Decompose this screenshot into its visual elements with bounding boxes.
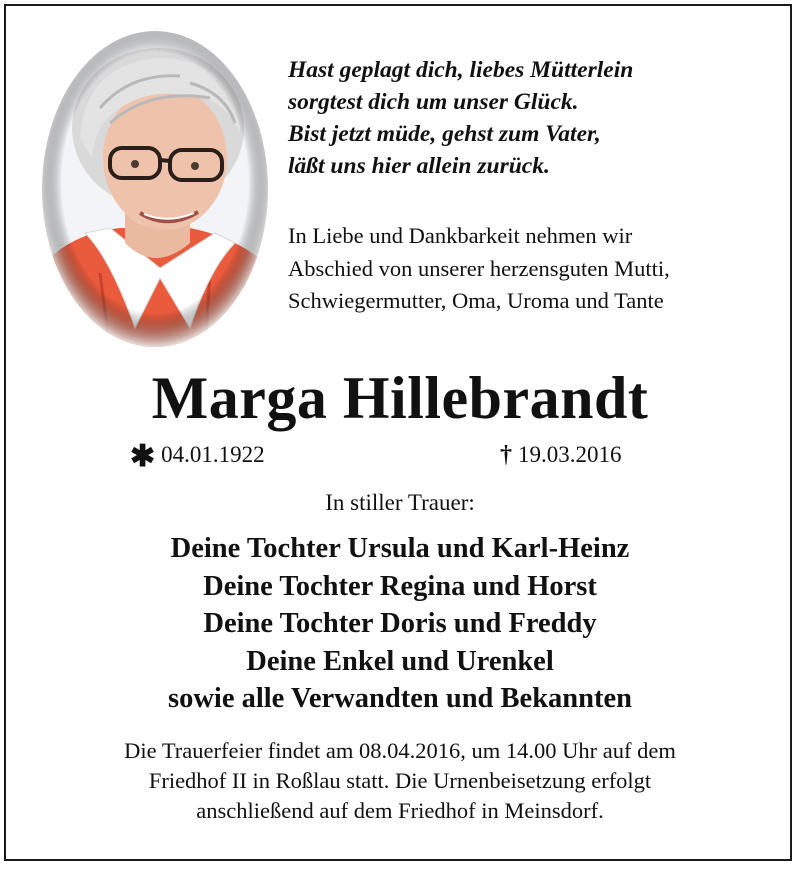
- memorial-poem: [288, 54, 778, 182]
- mourner-line: Deine Tochter Ursula und Karl-Heinz: [170, 533, 630, 564]
- notice-line: anschließend auf dem Friedhof in Meinsdorf.: [196, 798, 604, 823]
- death-cross-icon: †: [500, 442, 512, 468]
- portrait-photo: [40, 28, 270, 350]
- death-date-row: [500, 440, 622, 470]
- mourner-line: Deine Tochter Doris und Freddy: [203, 608, 597, 639]
- deceased-name: Marga Hillebrandt: [151, 365, 649, 431]
- poem-line: läßt uns hier allein zurück.: [288, 153, 550, 179]
- birth-date-row: [130, 440, 265, 472]
- farewell-intro: [288, 220, 788, 318]
- mourner-line: Deine Tochter Regina und Horst: [203, 570, 597, 602]
- funeral-notice: [0, 736, 800, 826]
- mourning-heading: In stiller Trauer:: [325, 490, 475, 515]
- birth-date: 04.01.1922: [161, 442, 265, 467]
- notice-line: Friedhof II in Roßlau statt. Die Urnenbeisetzung erfolgt: [148, 768, 652, 793]
- poem-line: Hast geplagt dich, liebes Mütterlein: [288, 57, 634, 83]
- intro-line: Abschied von unserer herzensguten Mutti,: [288, 255, 670, 281]
- birth-star-icon: ✱: [130, 440, 156, 473]
- poem-line: Bist jetzt müde, gehst zum Vater,: [288, 121, 601, 147]
- poem-line: sorgtest dich um unser Glück.: [288, 89, 579, 115]
- mourner-line: sowie alle Verwandten und Bekannten: [167, 683, 632, 714]
- mourners-list: [0, 530, 800, 718]
- intro-line: Schwiegermutter, Oma, Uroma und Tante: [288, 288, 664, 313]
- intro-line: In Liebe und Dankbarkeit nehmen wir: [288, 223, 633, 248]
- notice-line: Die Trauerfeier findet am 08.04.2016, um 14.00 Uhr auf dem: [124, 738, 676, 763]
- death-date: 19.03.2016: [518, 442, 622, 467]
- mourner-line: Deine Enkel und Urenkel: [246, 645, 554, 677]
